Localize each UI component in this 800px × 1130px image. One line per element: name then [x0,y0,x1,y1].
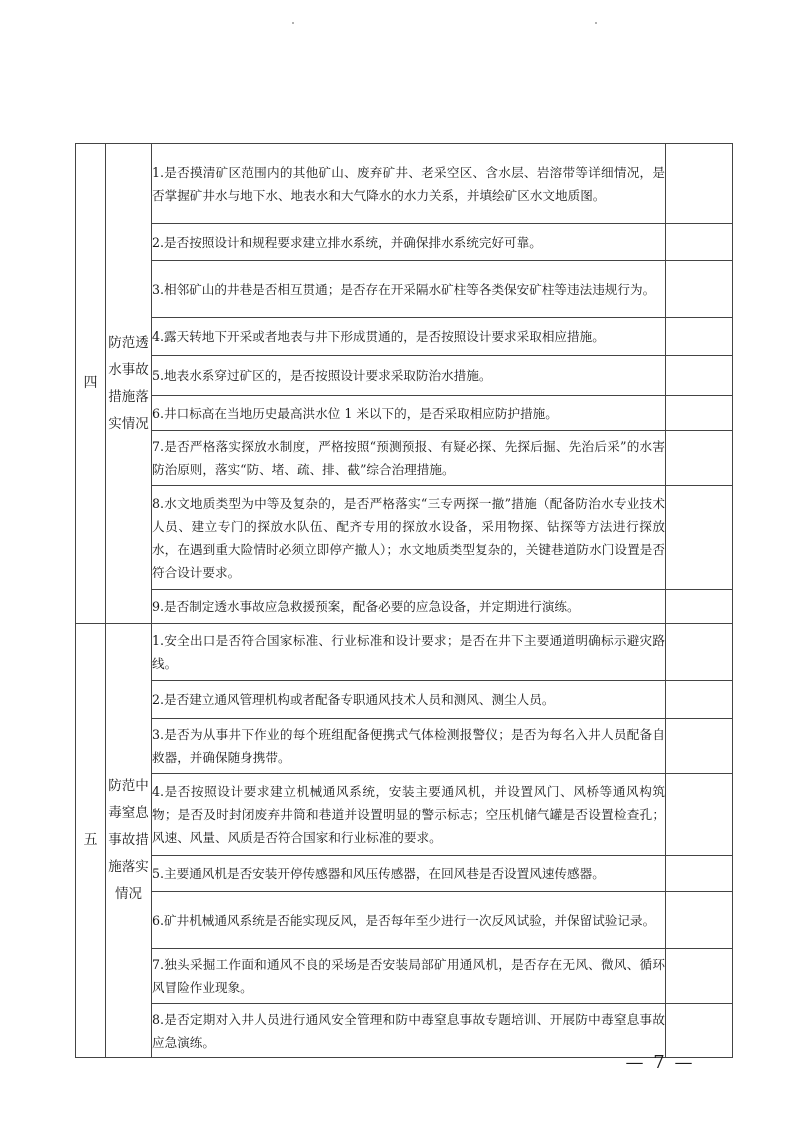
result-cell[interactable] [666,774,733,856]
table-row [76,431,733,486]
checklist-item: 3.相邻矿山的井巷是否相互贯通；是否存在开采隔水矿柱等各类保安矿柱等违法违规行为。 [152,261,666,318]
checklist-item: 4.是否按照设计要求建立机械通风系统，安装主要通风机，并设置风门、风桥等通风构筑物；是否及时封闭废弃井筒和巷道并设置明显的警示标志；空压机储气罐是否设置检查孔；风速、风量、风质是否符合国家和行业标准的要求。 [152,774,666,856]
checklist-item: 2.是否按照设计和规程要求建立排水系统，并确保排水系统完好可靠。 [152,224,666,261]
section-title: 防范透水事故措施落实情况 [106,144,152,624]
section-number: 五 [76,624,106,1058]
checklist-item: 8.是否定期对入井人员进行通风安全管理和防中毒窒息事故专题培训、开展防中毒窒息事故应急演练。 [152,1004,666,1058]
checklist-item: 6.井口标高在当地历史最高洪水位 1 米以下的，是否采取相应防护措施。 [152,396,666,431]
checklist-item: 7.是否严格落实探放水制度，严格按照“预测预报、有疑必探、先探后掘、先治后采”的水害防治原则，落实“防、堵、疏、排、截”综合治理措施。 [152,431,666,486]
checklist-item: 9.是否制定透水事故应急救援预案，配备必要的应急设备，并定期进行演练。 [152,590,666,624]
table-row [76,261,733,318]
table-row [76,356,733,396]
table-row [76,892,733,949]
section-number: 四 [76,144,106,624]
result-cell[interactable] [666,624,733,681]
checklist-item: 1.是否摸清矿区范围内的其他矿山、废弃矿井、老采空区、含水层、岩溶带等详细情况，是否掌握矿井水与地下水、地表水和大气降水的水力关系，并填绘矿区水文地质图。 [152,144,666,224]
checklist-item: 4.露天转地下开采或者地表与井下形成贯通的，是否按照设计要求采取相应措施。 [152,318,666,356]
result-cell[interactable] [666,144,733,224]
checklist-item: 5.地表水系穿过矿区的，是否按照设计要求采取防治水措施。 [152,356,666,396]
table-row [76,590,733,624]
table-row [76,949,733,1004]
checklist-item: 3.是否为从事井下作业的每个班组配备便携式气体检测报警仪；是否为每名入井人员配备自救器，并确保随身携带。 [152,719,666,774]
result-cell[interactable] [666,590,733,624]
result-cell[interactable] [666,224,733,261]
table-row [76,318,733,356]
result-cell[interactable] [666,261,733,318]
result-cell[interactable] [666,431,733,486]
table-row [76,719,733,774]
table-row [76,856,733,892]
result-cell[interactable] [666,356,733,396]
result-cell[interactable] [666,681,733,719]
result-cell[interactable] [666,892,733,949]
table-row [76,681,733,719]
table-row [76,624,733,681]
result-cell[interactable] [666,318,733,356]
table-row [76,774,733,856]
table-row [76,1004,733,1058]
checklist-item: 2.是否建立通风管理机构或者配备专职通风技术人员和测风、测尘人员。 [152,681,666,719]
result-cell[interactable] [666,486,733,590]
table-row [76,224,733,261]
checklist-item: 7.独头采掘工作面和通风不良的采场是否安装局部矿用通风机，是否存在无风、微风、循环风冒险作业现象。 [152,949,666,1004]
page-number: — 7 — [625,1052,695,1073]
result-cell[interactable] [666,719,733,774]
section-title: 防范中毒窒息事故措施落实情况 [106,624,152,1058]
table-row [76,486,733,590]
checklist-item: 8.水文地质类型为中等及复杂的，是否严格落实“三专两探一撤”措施（配备防治水专业技术人员、建立专门的探放水队伍、配齐专用的探放水设备，采用物探、钻探等方法进行探放水，在遇到重大险情时必须立即停产撤人）；水文地质类型复杂的，关键巷道防水门设置是否符合设计要求。 [152,486,666,590]
result-cell[interactable] [666,396,733,431]
result-cell[interactable] [666,949,733,1004]
checklist-table [75,143,733,1058]
result-cell[interactable] [666,1004,733,1058]
checklist-item: 6.矿井机械通风系统是否能实现反风，是否每年至少进行一次反风试验，并保留试验记录。 [152,892,666,949]
result-cell[interactable] [666,856,733,892]
scan-mark [595,22,597,24]
table-row [76,144,733,224]
checklist-item: 1.安全出口是否符合国家标准、行业标准和设计要求；是否在井下主要通道明确标示避灾路线。 [152,624,666,681]
checklist-item: 5.主要通风机是否安装开停传感器和风压传感器，在回风巷是否设置风速传感器。 [152,856,666,892]
table-row [76,396,733,431]
scan-mark [292,22,294,24]
